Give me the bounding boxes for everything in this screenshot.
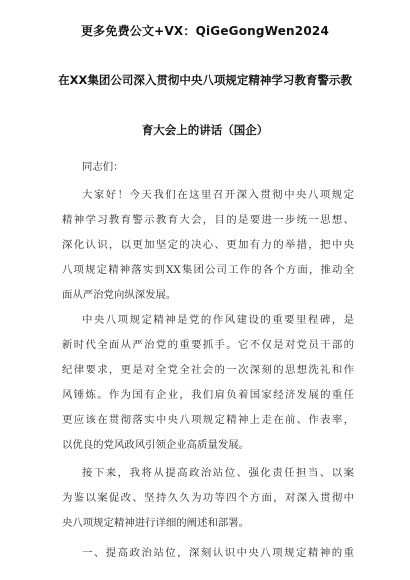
paragraph-line: 八项规定精神落实到XX集团公司工作的各个方面，推动全 [62, 264, 354, 276]
paragraph-line: 以优良的党风政风引领企业高质量发展。 [62, 439, 250, 451]
paragraph-line: 为鉴以案促改、坚持久久为功等四个方面，对深入贯彻中 [62, 492, 354, 504]
paragraph-line: 接下来，我将从提高政治站位、强化责任担当、以案 [82, 467, 354, 479]
paragraph-line: 中央八项规定精神是党的作风建设的重要里程碑，是 [82, 314, 354, 326]
paragraph-line: 大家好！今天我们在这里召开深入贯彻中央八项规定 [82, 189, 354, 201]
paragraph-line: 面从严治党向纵深发展。 [62, 289, 177, 301]
section-heading-line: 一、提高政治站位，深刻认识中央八项规定精神的重 [82, 547, 354, 559]
paragraph-line: 深化认识，以更加坚定的决心、更加有力的举措，把中央 [62, 239, 354, 251]
paragraph-line: 新时代全面从严治党的重要抓手。它不仅是对党员干部的 [62, 339, 354, 351]
document-title-line-1: 在XX集团公司深入贯彻中央八项规定精神学习教育警示教 [58, 73, 352, 87]
salutation: 同志们： [82, 161, 124, 173]
promo-header: 更多免费公文+VX：QiGeGongWen2024 [80, 24, 329, 38]
paragraph-line: 精神学习教育警示教育大会，目的是要进一步统一思想、 [62, 214, 354, 226]
paragraph-line: 纪律要求，更是对全党全社会的一次深刻的思想洗礼和作 [62, 364, 354, 376]
document-title-line-2: 育大会上的讲话（国企） [141, 123, 269, 137]
paragraph-line: 央八项规定精神进行详细的阐述和部署。 [62, 517, 250, 529]
paragraph-line: 更应该在贯彻落实中央八项规定精神上走在前、作表率， [62, 414, 354, 426]
paragraph-line: 风锤炼。作为国有企业，我们肩负着国家经济发展的重任 [62, 389, 354, 401]
